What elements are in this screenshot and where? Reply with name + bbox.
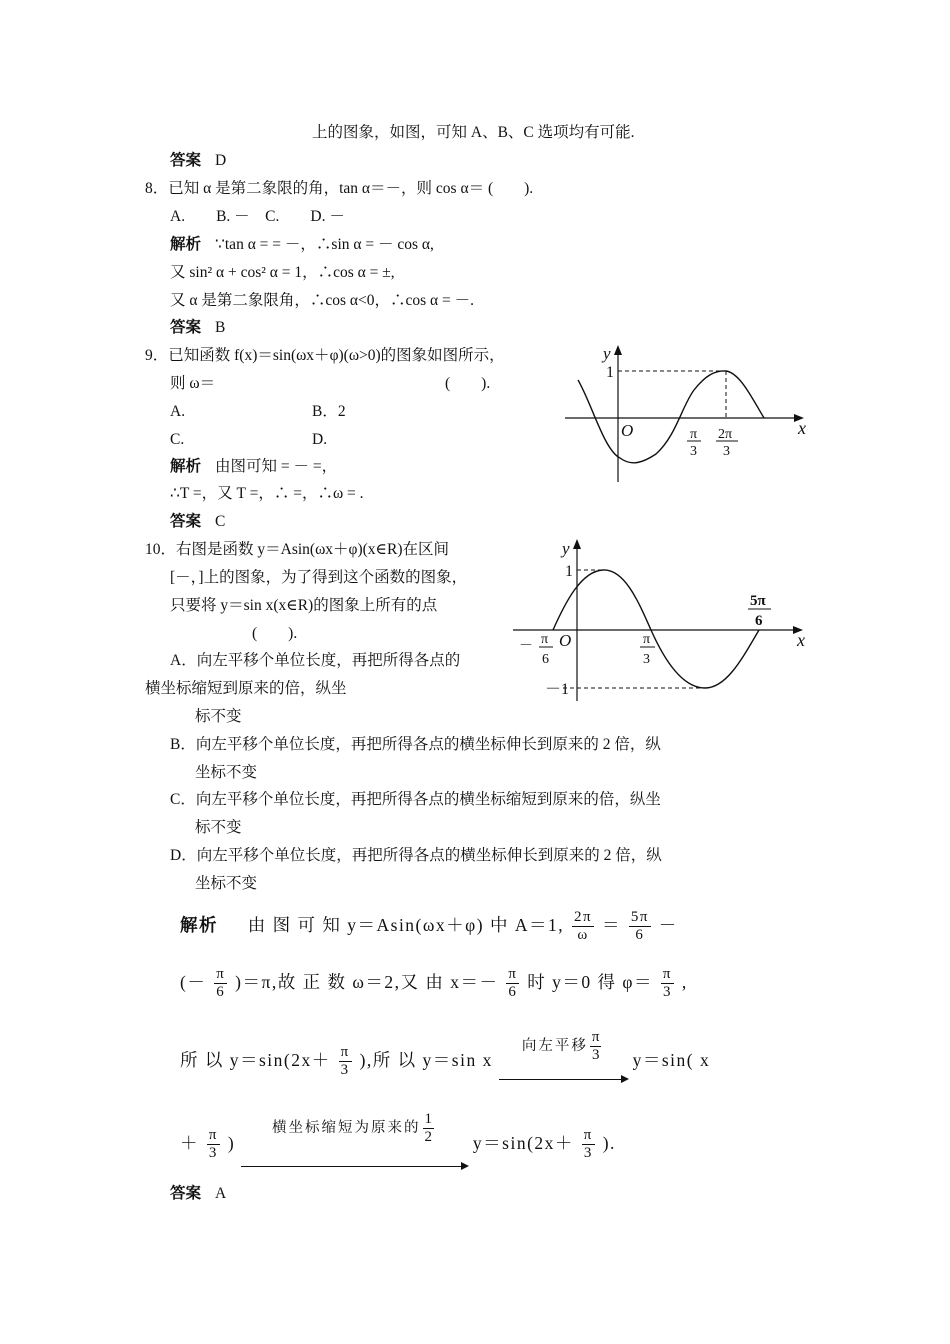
answer-10 xyxy=(170,1184,226,1204)
answer-9 xyxy=(170,512,225,532)
solution-text: 时 y＝0 得 φ＝ xyxy=(527,972,654,992)
y-axis-arrow-icon xyxy=(573,539,581,549)
answer-label: 答案 xyxy=(170,513,202,530)
question-10-line3: 只要将 y＝sin x(x∈R)的图象上所有的点 xyxy=(170,597,438,614)
x-tick-5pi-6-num: 5π xyxy=(750,593,766,609)
q10-option-a-2: 横坐标缩短到原来的倍，纵坐 xyxy=(145,680,347,697)
solution-label: 解析 xyxy=(170,458,202,475)
solution-text: ∵tan α = = －，∴sin α = － cos α, xyxy=(215,236,434,253)
q9-solution-1 xyxy=(170,457,337,477)
fraction-pi-over-3: $\frac{\pi}{3}$ xyxy=(340,1044,350,1079)
q9-sine-graph xyxy=(560,340,820,490)
x-tick-pi-3-num: π xyxy=(690,427,698,442)
x-tick-pi-3-den: 3 xyxy=(690,444,697,459)
solution-text: y＝sin( x xyxy=(632,1050,711,1070)
q10-solution-line-2 xyxy=(180,962,688,1002)
solution-text: ),所 以 y＝sin x xyxy=(359,1050,493,1070)
answer-8 xyxy=(170,318,225,338)
q9-option-c: C. xyxy=(170,431,185,448)
y-tick-1: 1 xyxy=(565,563,573,580)
x-tick-neg-pi-6-num: π xyxy=(541,632,549,647)
answer-label: 答案 xyxy=(170,152,202,169)
q10-option-b-2: 坐标不变 xyxy=(195,764,258,781)
solution-text: )＝π,故 正 数 ω＝2,又 由 x＝－ xyxy=(235,972,499,992)
fraction-pi-over-3: $\frac{\pi}{3}$ xyxy=(208,1127,218,1162)
y-axis-label: y xyxy=(603,344,611,363)
arrow-label: 向左平移 $\frac{\pi}{3}$ xyxy=(521,1029,600,1064)
solution-text: 由图可知 = － =， xyxy=(215,458,338,475)
x-tick-2pi-3-den: 3 xyxy=(723,444,730,459)
q10-option-c-1: C．向左平移个单位长度，再把所得各点的横坐标缩短到原来的倍，纵坐 xyxy=(170,791,661,808)
transform-arrow-shift xyxy=(499,1016,627,1080)
question-10: 10．右图是函数 y＝Asin(ωx＋φ)(x∈R)在区间 xyxy=(145,541,450,558)
question-10-line4: ( ). xyxy=(252,625,298,642)
x-tick-5pi-6-den: 6 xyxy=(755,613,763,629)
solution-label: 解析 xyxy=(180,915,218,935)
x-tick-neg-sign: － xyxy=(519,639,533,654)
q9-option-d: D. xyxy=(312,431,328,448)
q10-option-d-1: D．向左平移个单位长度，再把所得各点的横坐标伸长到原来的 2 倍，纵 xyxy=(170,847,662,864)
solution-text: ). xyxy=(602,1133,616,1153)
fraction-5pi-over-6: $\frac{5\pi}{6}$ xyxy=(630,909,649,944)
question-10-line2: [－，]上的图象，为了得到这个函数的图象， xyxy=(170,569,468,586)
solution-text: (－ xyxy=(180,972,207,992)
question-8-options: A. B. － C. D. － xyxy=(170,208,345,225)
solution-text: 所 以 y＝sin(2x＋ xyxy=(180,1050,331,1070)
fraction-pi-over-6: $\frac{\pi}{6}$ xyxy=(508,966,518,1001)
answer-value: B xyxy=(215,319,226,336)
answer-value: A xyxy=(215,1185,227,1202)
y-axis-label: y xyxy=(562,539,570,558)
q10-sine-graph xyxy=(505,533,815,703)
arrow-icon xyxy=(499,1079,627,1080)
y-tick-1: 1 xyxy=(606,364,614,381)
q10-option-c-2: 标不变 xyxy=(195,819,242,836)
x-tick-pi-3-num: π xyxy=(643,632,651,647)
x-axis-label: x xyxy=(798,418,806,438)
q9-solution-2: ∴T =，又 T =，∴ =，∴ω = . xyxy=(170,485,364,502)
fraction-pi-over-6: $\frac{\pi}{6}$ xyxy=(216,966,226,1001)
q8-solution-3: 又 α 是第二象限角，∴cos α<0，∴cos α = －. xyxy=(170,292,475,309)
solution-text: ＋ xyxy=(180,1133,199,1153)
line-intro: 上的图象，如图，可知 A、B、C 选项均有可能. xyxy=(312,124,635,141)
fraction-2pi-over-omega: $\frac{2\pi}{\omega}$ xyxy=(573,909,593,944)
answer-label: 答案 xyxy=(170,319,202,336)
q8-solution-2: 又 sin² α + cos² α = 1，∴cos α = ±, xyxy=(170,264,395,281)
origin-label: O xyxy=(559,631,572,650)
x-tick-neg-pi-6-den: 6 xyxy=(542,652,549,667)
q10-solution-line-1 xyxy=(180,905,678,945)
q9-option-b: B．2 xyxy=(312,403,346,420)
solution-text: y＝sin(2x＋ xyxy=(472,1133,574,1153)
x-tick-pi-3-den: 3 xyxy=(643,652,650,667)
answer-label: 答案 xyxy=(170,1185,202,1202)
q10-option-a-3: 标不变 xyxy=(195,708,242,725)
answer-value: C xyxy=(215,513,226,530)
fraction-pi-over-3: $\frac{\pi}{3}$ xyxy=(662,966,672,1001)
sine-curve xyxy=(553,570,759,688)
q10-option-b-1: B．向左平移个单位长度，再把所得各点的横坐标伸长到原来的 2 倍，纵 xyxy=(170,736,661,753)
question-9-paren: ( ). xyxy=(445,375,491,392)
answer-7 xyxy=(170,151,226,171)
x-tick-2pi-3-num: 2π xyxy=(718,427,733,442)
minus: － xyxy=(658,915,678,935)
solution-text: 由 图 可 知 y＝Asin(ωx＋φ) 中 A＝1, xyxy=(247,915,565,935)
answer-value: D xyxy=(215,152,227,169)
q10-option-a-1: A．向左平移个单位长度，再把所得各点的 xyxy=(170,652,461,669)
arrow-icon xyxy=(241,1166,467,1167)
q10-option-d-2: 坐标不变 xyxy=(195,875,258,892)
arrow-label: 横坐标缩短为原来的 $\frac{1}{2}$ xyxy=(272,1111,433,1146)
y-axis-arrow-icon xyxy=(614,345,622,355)
x-axis-label: x xyxy=(797,630,805,650)
question-9-line2: 则 ω＝ xyxy=(170,375,216,392)
y-tick-neg-1: －1 xyxy=(545,681,570,698)
transform-arrow-scale xyxy=(241,1093,467,1167)
q10-solution-line-4 xyxy=(180,1108,616,1178)
solution-label: 解析 xyxy=(170,236,202,253)
question-8: 8．已知 α 是第二象限的角，tan α＝－，则 cos α＝ ( ). xyxy=(145,180,534,197)
question-9: 9．已知函数 f(x)＝sin(ωx＋φ)(ω>0)的图象如图所示， xyxy=(145,347,505,364)
solution-text: ) xyxy=(227,1133,236,1153)
q9-option-a: A. xyxy=(170,403,186,420)
fraction-pi-over-3: $\frac{\pi}{3}$ xyxy=(583,1127,593,1162)
origin-label: O xyxy=(621,421,634,440)
q8-solution-1 xyxy=(170,235,434,255)
equals: ＝ xyxy=(601,915,621,935)
solution-text: , xyxy=(681,972,688,992)
q10-solution-line-3 xyxy=(180,1030,710,1090)
sine-curve xyxy=(578,371,764,463)
